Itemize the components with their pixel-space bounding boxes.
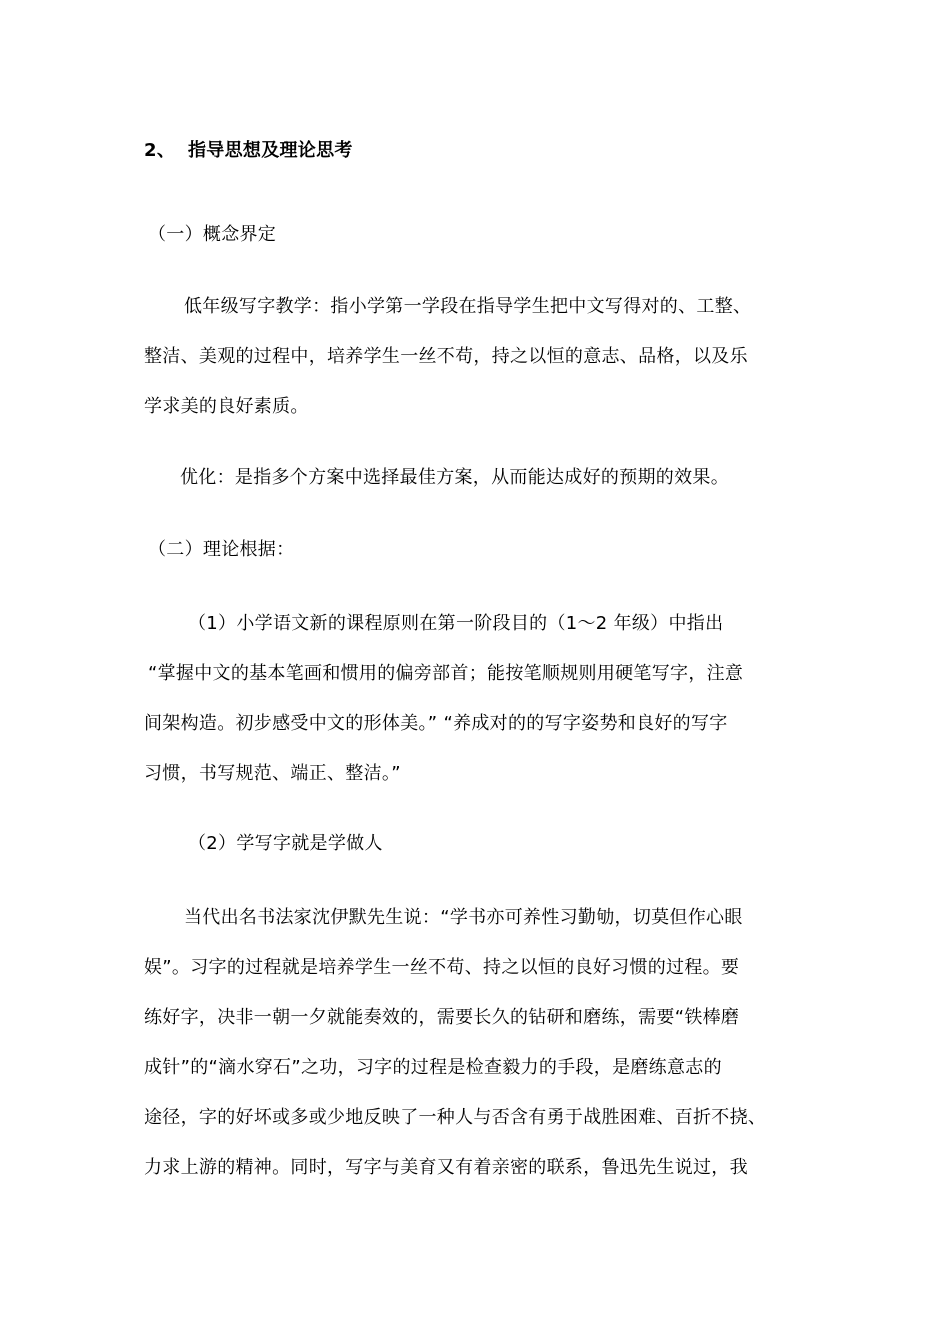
calligraphy-line-6: 力求上游的精神。同时，写字与美育又有着亲密的联系，鲁迅先生说过，我 bbox=[144, 1157, 748, 1178]
optimize-paragraph: 优化：是指多个方案中选择最佳方案，从而能达成好的预期的效果。 bbox=[180, 467, 729, 488]
subheading-concept-definition: （一）概念界定 bbox=[148, 224, 277, 245]
curriculum-line-3: 间架构造。初步感受中文的形体美。” “养成对的的写字姿势和良好的写字 bbox=[144, 713, 728, 734]
calligraphy-line-4: 成针”的“滴水穿石”之功，习字的过程是检查毅力的手段，是磨练意志的 bbox=[144, 1057, 722, 1078]
calligraphy-line-2: 娱”。习字的过程就是培养学生一丝不苟、持之以恒的良好习惯的过程。要 bbox=[144, 957, 740, 978]
definition-line-3: 学求美的良好素质。 bbox=[144, 396, 309, 417]
calligraphy-line-3: 练好字，决非一朝一夕就能奏效的，需要长久的钻研和磨练，需要“铁棒磨 bbox=[144, 1007, 740, 1028]
definition-line-2: 整洁、美观的过程中，培养学生一丝不苟，持之以恒的意志、品格，以及乐 bbox=[144, 346, 748, 367]
calligraphy-line-5: 途径，字的好坏或多或少地反映了一种人与否含有勇于战胜困难、百折不挠、 bbox=[144, 1107, 767, 1128]
calligraphy-line-1: 当代出名书法家沈伊默先生说：“学书亦可养性习勤劬，切莫但作心眼 bbox=[184, 907, 743, 928]
definition-line-1: 低年级写字教学：指小学第一学段在指导学生把中文写得对的、工整、 bbox=[184, 296, 752, 317]
curriculum-line-2: “掌握中文的基本笔画和惯用的偏旁部首；能按笔顺规则用硬笔写字，注意 bbox=[148, 663, 744, 684]
section-title: 指导思想及理论思考 bbox=[188, 140, 353, 161]
subheading-learn-writing: （2）学写字就是学做人 bbox=[188, 833, 383, 854]
section-number: 2、 bbox=[144, 140, 176, 161]
curriculum-line-4: 习惯，书写规范、端正、整洁。” bbox=[144, 763, 401, 784]
subheading-theory-basis: （二）理论根据： bbox=[148, 539, 295, 560]
section-heading bbox=[144, 139, 353, 163]
curriculum-line-1: （1）小学语文新的课程原则在第一阶段目的（1～2 年级）中指出 bbox=[188, 613, 724, 634]
